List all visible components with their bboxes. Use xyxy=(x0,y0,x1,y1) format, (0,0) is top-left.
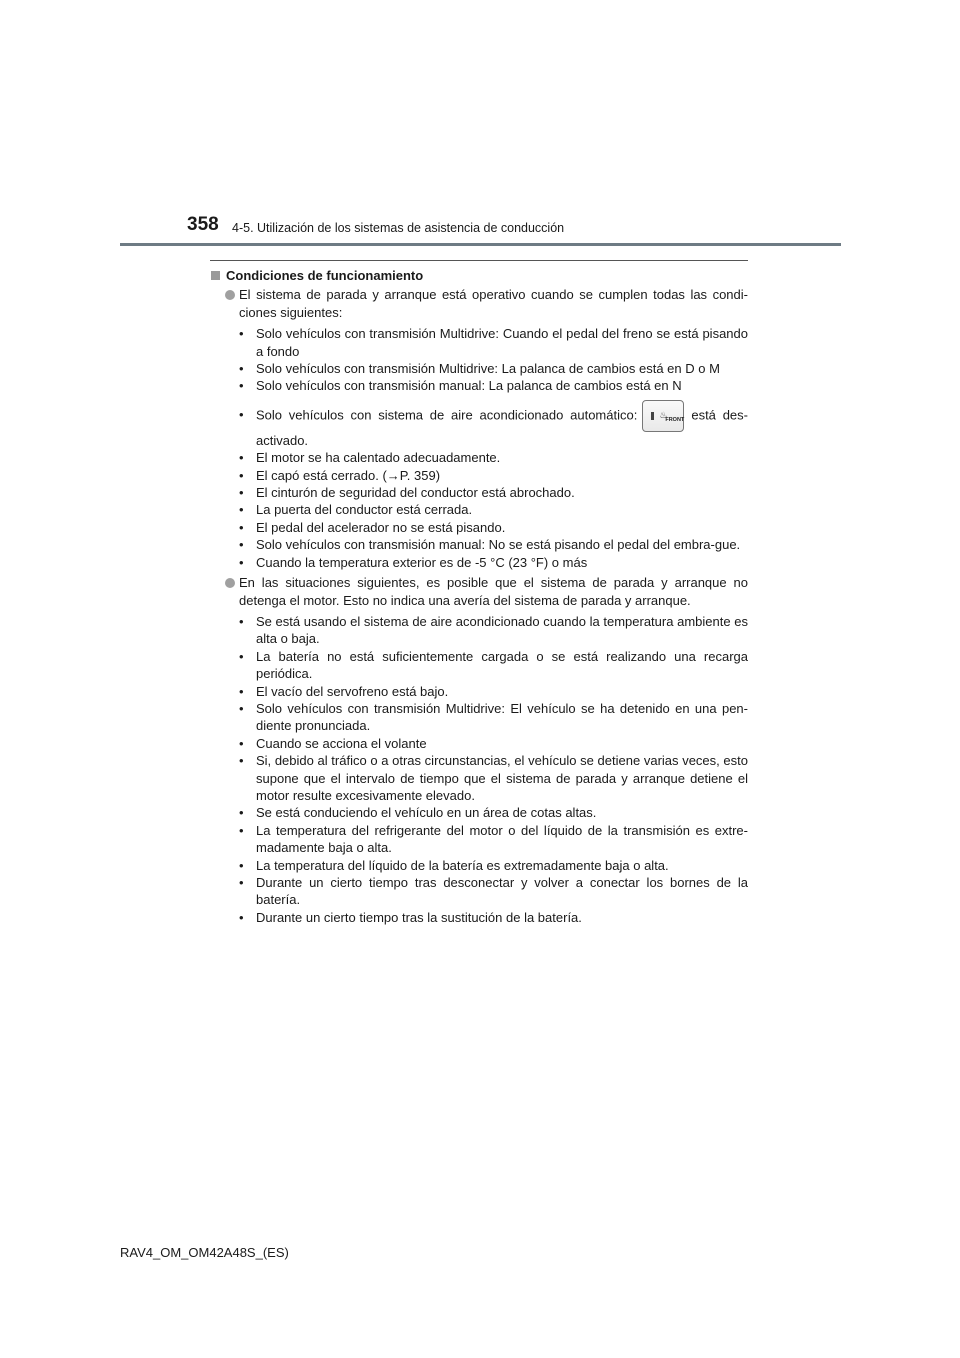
bullet-dot: • xyxy=(239,326,244,342)
list-item-text: Si, debido al tráfico o a otras circunstancias, el vehículo se detiene varias veces, esto supone que el intervalo de tiempo que el sistema de parada y arranque detiene el motor resulte excesivamente elevado. xyxy=(256,753,748,803)
circle-bullet-icon xyxy=(225,290,235,300)
bullet-dot: • xyxy=(239,450,244,466)
paragraph-text: El sistema de parada y arranque está operativo cuando se cumplen todas las condi-ciones siguientes: xyxy=(239,287,748,320)
list-item-text: Cuando la temperatura exterior es de -5 °C (23 °F) o más xyxy=(256,554,588,570)
bullet-dot: • xyxy=(239,537,244,553)
list-item xyxy=(210,909,748,926)
bullet-dot: • xyxy=(239,378,244,394)
bullet-dot: • xyxy=(239,909,244,925)
list-item xyxy=(210,519,748,536)
bullet-dot: • xyxy=(239,875,244,890)
list-item xyxy=(210,683,748,700)
bullet-dot: • xyxy=(239,753,244,769)
square-bullet-icon xyxy=(211,271,220,280)
page-number: 358 xyxy=(187,214,219,235)
bullet-dot: • xyxy=(239,519,244,535)
bullet-dot: • xyxy=(239,485,244,501)
paragraph-exceptions xyxy=(210,574,748,609)
list-item-text: Cuando se acciona el volante xyxy=(256,735,427,751)
bullet-dot: • xyxy=(239,361,244,377)
list-item-text: está des-activado. xyxy=(256,407,748,448)
list-item-text: El motor se ha calentado adecuadamente. xyxy=(256,450,501,466)
bullet-dot: • xyxy=(239,613,244,629)
list-item xyxy=(210,484,748,501)
list-item xyxy=(210,360,748,377)
list-item-text: El cinturón de seguridad del conductor está abrochado. xyxy=(256,485,575,501)
section-heading xyxy=(210,267,748,284)
document-code: RAV4_OM_OM42A48S_(ES) xyxy=(120,1245,289,1260)
list-item xyxy=(210,449,748,466)
list-item-text: El vacío del servofreno está bajo. xyxy=(256,683,449,699)
list-item-text: Solo vehículos con sistema de aire acondicionado automático: xyxy=(256,407,638,423)
list-item xyxy=(210,377,748,394)
list-item-text: La batería no está suficientemente cargada o se está realizando una recarga periódica. xyxy=(256,648,748,682)
list-item-text: La temperatura del líquido de la batería es extremadamente baja o alta. xyxy=(256,857,669,873)
list-item xyxy=(210,554,748,571)
list-item-text: El pedal del acelerador no se está pisando. xyxy=(256,519,506,535)
list-item-text: Se está usando el sistema de aire acondicionado cuando la temperatura ambiente es alta o baja. xyxy=(256,613,748,647)
list-item xyxy=(210,735,748,752)
bullet-dot: • xyxy=(239,467,244,483)
list-item xyxy=(210,700,748,735)
defogger-icon: ♨ xyxy=(659,409,668,420)
list-item-text: Durante un cierto tiempo tras desconectar y volver a conectar los bornes de la batería. xyxy=(256,875,748,908)
bullet-dot: • xyxy=(239,805,244,821)
list-item xyxy=(210,501,748,518)
list-item-text: Solo vehículos con transmisión Multidrive: La palanca de cambios está en D o M xyxy=(256,361,720,377)
list-item-text: Se está conduciendo el vehículo en un área de cotas altas. xyxy=(256,805,597,821)
bullet-dot: • xyxy=(239,700,244,716)
conditions-list xyxy=(210,325,748,571)
list-item-ac xyxy=(210,398,748,449)
circle-bullet-icon xyxy=(225,578,235,588)
bullet-dot: • xyxy=(239,735,244,751)
page-content xyxy=(210,267,748,929)
exceptions-list xyxy=(210,613,748,926)
list-item xyxy=(210,325,748,360)
list-item xyxy=(210,874,748,909)
list-item xyxy=(210,648,748,683)
bullet-dot: • xyxy=(239,822,244,838)
list-item xyxy=(210,752,748,804)
list-item-text: Solo vehículos con transmisión Multidrive: Cuando el pedal del freno se está pisando a fondo xyxy=(256,326,748,359)
list-item xyxy=(210,857,748,874)
list-item xyxy=(210,613,748,648)
paragraph-operating-conditions xyxy=(210,286,748,321)
list-item-text: Solo vehículos con transmisión manual: No se está pisando el pedal del embra-gue. xyxy=(256,537,741,553)
bullet-dot: • xyxy=(239,648,244,664)
front-label: FRONT xyxy=(665,416,685,423)
list-item xyxy=(210,822,748,857)
chapter-title: 4-5. Utilización de los sistemas de asistencia de conducción xyxy=(232,221,565,235)
indicator-lamp xyxy=(651,412,654,420)
bullet-dot: • xyxy=(239,857,244,873)
list-item-text: La temperatura del refrigerante del motor o del líquido de la transmisión es extre-madamente baja o alta. xyxy=(256,822,748,856)
bullet-dot: • xyxy=(239,502,244,518)
list-item-text: Solo vehículos con transmisión manual: La palanca de cambios está en N xyxy=(256,378,682,394)
section-divider xyxy=(210,260,748,261)
list-item-text: Solo vehículos con transmisión Multidrive: El vehículo se ha detenido en una pen-diente pronunciada. xyxy=(256,700,748,734)
list-item-text: El capó está cerrado. (→P. 359) xyxy=(256,467,441,483)
list-item xyxy=(210,467,748,484)
bullet-dot: • xyxy=(239,554,244,570)
list-item xyxy=(210,804,748,821)
bullet-dot: • xyxy=(239,683,244,699)
section-heading-text: Condiciones de funcionamiento xyxy=(226,268,424,283)
bullet-dot: • xyxy=(239,406,244,422)
paragraph-text: En las situaciones siguientes, es posible que el sistema de parada y arranque no detenga el motor. Esto no indica una avería del sistema de parada y arranque. xyxy=(239,575,748,608)
list-item-text: La puerta del conductor está cerrada. xyxy=(256,502,473,518)
header-rule xyxy=(120,243,841,246)
list-item-text: Durante un cierto tiempo tras la sustitución de la batería. xyxy=(256,909,582,925)
front-defogger-button-icon xyxy=(642,400,684,432)
list-item xyxy=(210,536,748,553)
